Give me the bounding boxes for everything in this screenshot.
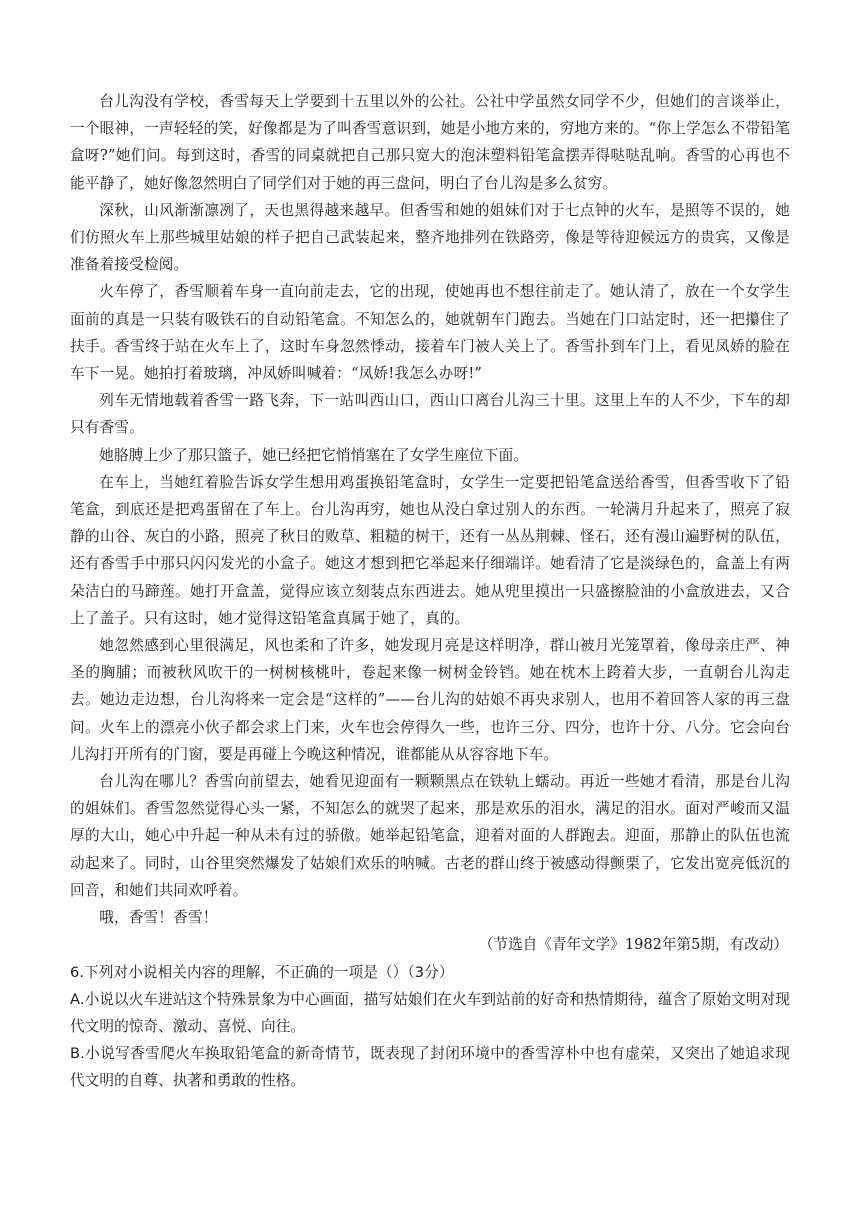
option-a[interactable]: A.小说以火车进站这个特殊景象为中心画面，描写姑娘们在火车到站前的好奇和热情期待，蕴含了原始文明对现代文明的惊奇、激动、喜悦、向往。 [70,990,790,1035]
option-b[interactable]: B.小说写香雪爬火车换取铅笔盒的新奇情节，既表现了封闭环境中的香雪淳朴中也有虚荣，又突出了她追求现代文明的自尊、执著和勇敢的性格。 [70,1045,790,1090]
passage-paragraph-9: 哦，香雪！香雪！ [99,909,218,927]
passage-paragraph-8: 台儿沟在哪儿？香雪向前望去，她看见迎面有一颗颗黑点在铁轨上蠕动。再近一些她才看清，那是台儿沟的姐妹们。香雪忽然觉得心头一紧，不知怎么的就哭了起来，那是欢乐的泪水，满足的泪水。面对严峻而又温厚的大山，她心中升起一种从未有过的骄傲。她举起铅笔盒，迎着对面的人群跑去。迎面，那静止的队伍也流动起来了。同时，山谷里突然爆发了姑娘们欢乐的呐喊。古老的群山终于被感动得颤栗了，它发出宽亮低沉的回音，和她们共同欢呼着。 [70,773,790,899]
passage-paragraph-2: 深秋，山风渐渐凛冽了，天也黑得越来越早。但香雪和她的姐妹们对于七点钟的火车，是照等不误的，她们仿照火车上那些城里姑娘的样子把自己武装起来，整齐地排列在铁路旁，像是等待迎候远方的贵宾，又像是准备着接受检阅。 [70,201,790,274]
reading-passage [70,88,790,959]
passage-paragraph-7: 她忽然感到心里很满足，风也柔和了许多，她发现月亮是这样明净，群山被月光笼罩着，像母亲庄严、神圣的胸脯；而被秋风吹干的一树树核桃叶，卷起来像一树树金铃铛。她在枕木上跨着大步，一直朝台儿沟走去。她边走边想，台儿沟将来一定会是“这样的”——台儿沟的姑娘不再央求别人，也用不着回答人家的再三盘问。火车上的漂亮小伙子都会求上门来，火车也会停得久一些，也许三分、四分，也许十分、八分。它会向台儿沟打开所有的门窗，要是再碰上今晚这种情况，谁都能从从容容地下车。 [70,637,790,763]
passage-paragraph-6: 在车上，当她红着脸告诉女学生想用鸡蛋换铅笔盒时，女学生一定要把铅笔盒送给香雪，但香雪收下了铅笔盒，到底还是把鸡蛋留在了车上。台儿沟再穷，她也从没白拿过别人的东西。一轮满月升起来了，照亮了寂静的山谷、灰白的小路，照亮了秋日的败草、粗糙的树干，还有一丛丛荆棘、怪石，还有漫山遍野树的队伍，还有香雪手中那只闪闪发光的小盒子。她这才想到把它举起来仔细端详。她看清了它是淡绿色的，盒盖上有两朵洁白的马蹄莲。她打开盒盖，觉得应该立刻装点东西进去。她从兜里摸出一只盛擦脸油的小盒放进去，又合上了盖子。只有这时，她才觉得这铅笔盒真属于她了，真的。 [70,473,790,627]
question-block [70,959,790,1095]
passage-paragraph-5: 她胳膊上少了那只篮子，她已经把它悄悄塞在了女学生座位下面。 [99,446,529,464]
passage-paragraph-4: 列车无情地载着香雪一路飞奔，下一站叫西山口，西山口离台儿沟三十里。这里上车的人不少，下车的却只有香雪。 [70,392,790,437]
passage-paragraph-3: 火车停了，香雪顺着车身一直向前走去，它的出现，使她再也不想往前走了。她认清了，放在一个女学生面前的真是一只装有吸铁石的自动铅笔盒。不知怎么的，她就朝车门跑去。当她在门口站定时，还一把攥住了扶手。香雪终于站在火车上了，这时车身忽然悸动，接着车门被人关上了。香雪扑到车门上，看见凤娇的脸在车下一晃。她拍打着玻璃，冲凤娇叫喊着：“凤娇!我怎么办呀!” [70,283,790,383]
question-stem: 6.下列对小说相关内容的理解，不正确的一项是（）（3分） [70,963,454,981]
passage-source: （节选自《青年文学》1982年第5期，有改动） [478,936,788,954]
passage-paragraph-1: 台儿沟没有学校，香雪每天上学要到十五里以外的公社。公社中学虽然女同学不少，但她们的言谈举止，一个眼神，一声轻轻的笑，好像都是为了叫香雪意识到，她是小地方来的，穷地方来的。“你上学怎么不带铅笔盒呀?”她们问。每到这时，香雪的同桌就把自己那只宽大的泡沫塑料铅笔盒摆弄得哒哒乱响。香雪的心再也不能平静了，她好像忽然明白了同学们对于她的再三盘问，明白了台儿沟是多么贫穷。 [70,93,790,192]
